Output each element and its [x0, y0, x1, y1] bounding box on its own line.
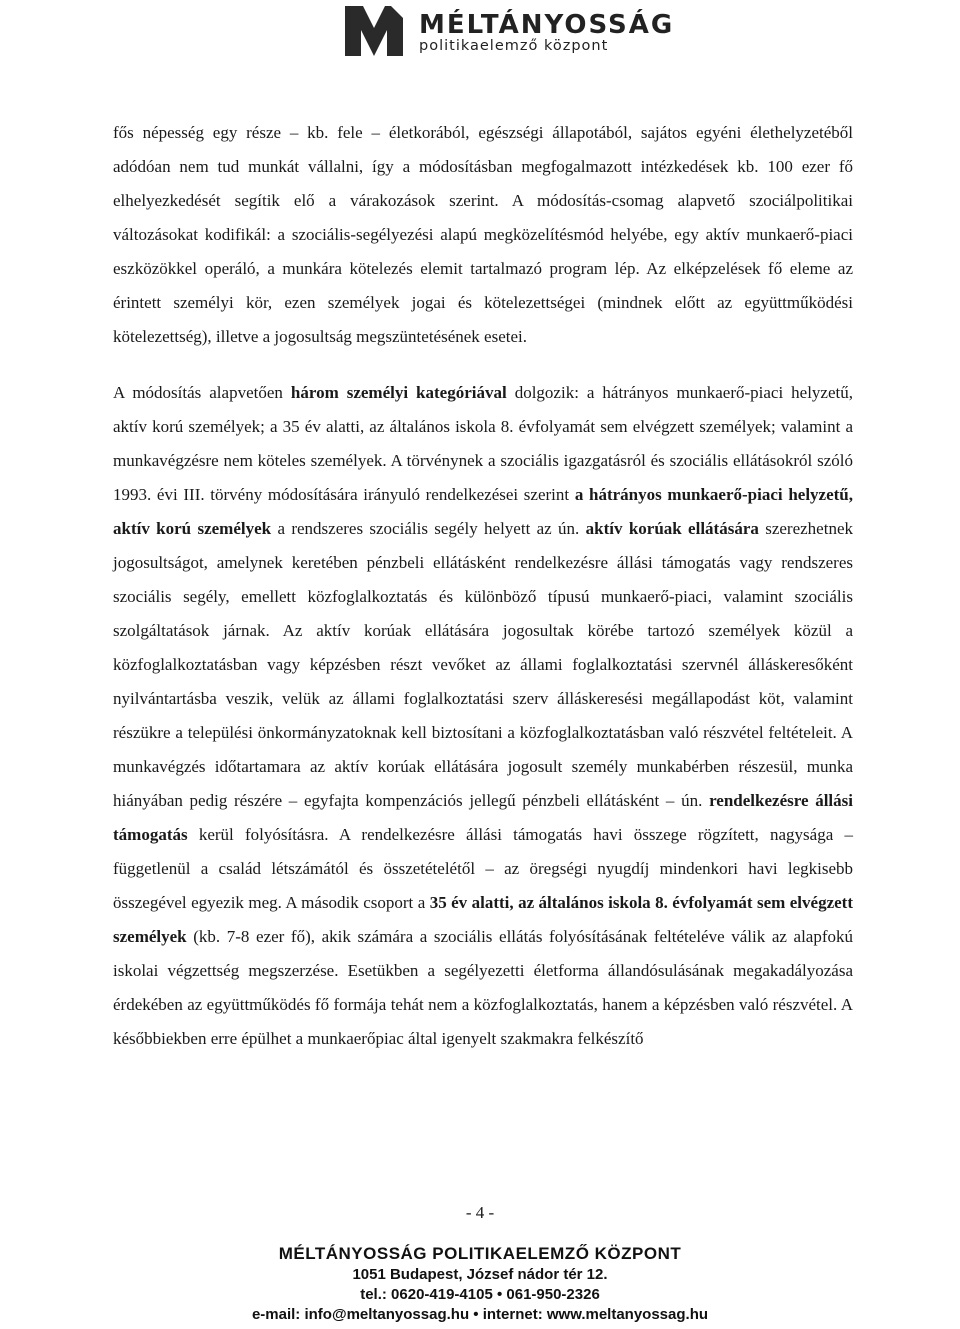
p2-text-2: dolgozik: a hátrányos munkaerő-piaci helyzetű, aktív korú személyek; a 35 év alatti, az általános iskola 8. évfolyamát sem elvégzett személyek; valamint a munkavégzésre nem köteles személyek. A törvénynek a szociális igazgatásról és szociális ellátásokról szóló 1993. évi III. törvény módosítására irányuló rendelkezései szerint	[113, 383, 853, 504]
p2-bold-3: aktív korúak ellátására	[585, 519, 759, 538]
p2-bold-5: 35 év alatti, az általános iskola 8. évfolyamát sem elvégzett személyek	[113, 893, 853, 946]
footer-title: MÉLTÁNYOSSÁG POLITIKAELEMZŐ KÖZPONT	[278, 1244, 682, 1263]
p2-text-3: a rendszeres szociális segély helyett az ún.	[271, 519, 586, 538]
paragraph-1-text: fős népesség egy része – kb. fele – életkorából, egészségi állapotából, sajátos egyéni élethelyzetéből adódóan nem tud munkát vállalni, így a módosításban megfogalmazott intézkedések kb. 100 ezer fő elhelyezkedését segítik elő a várakozások szerint. A módosítás-csomag alapvető szociálpolitikai változásokat kodifikál: a szociális-segélyezési alapú megközelítésmód helyébe, egy aktív munkaerő-piaci eszközökkel operáló, a munkára kötelezés elemit tartalmazó program lép. Az elképzelések fő eleme az érintett személyi kör, ezen személyek jogai és kötelezettségei (mindnek előtt az együttműködési kötelezettség), illetve a jogosultság megszüntetésének esetei.	[113, 123, 853, 346]
p2-bold-1: három személyi kategóriával	[290, 383, 507, 402]
footer-phone: tel.: 0620-419-4105 • 061-950-2326	[360, 1286, 600, 1303]
p2-text-6: (kb. 7-8 ezer fő), akik számára a szociális ellátás folyósításának feltételéve válik az alapfokú iskolai végzettség megszerzése. Esetükben a segélyezetti életforma állandósulásának megakadályozása érdekében az együttműködés fő formája tehát nem a közfoglalkoztatás, hanem a képzésben való részvétel. A későbbiekben erre épülhet a munkaerőpiac által igenyelt szakmakra felkészítő	[113, 927, 853, 1048]
header-logo	[345, 6, 695, 56]
page-number: - 4 -	[465, 1203, 495, 1222]
paragraph-2	[113, 376, 853, 1056]
p2-text-1: A módosítás alapvetően	[113, 383, 291, 402]
footer	[0, 1243, 960, 1325]
p2-text-5: kerül folyósításra. A rendelkezésre állási támogatás havi összege rögzített, nagysága – függetlenül a család létszámától és összetételétől – az öregségi nyugdíj mindenkori havi legkisebb összegével egyezik meg. A második csoport a	[113, 825, 853, 912]
footer-address: 1051 Budapest, József nádor tér 12.	[352, 1266, 608, 1283]
p2-bold-2: a hátrányos munkaerő-piaci helyzetű, aktív korú személyek	[113, 485, 853, 538]
logo-subtitle: politikaelemző központ	[419, 38, 609, 54]
logo-mark-icon	[345, 6, 403, 56]
p2-bold-4: rendelkezésre állási támogatás	[113, 791, 853, 844]
footer-contact: e-mail: info@meltanyossag.hu • internet: www.meltanyossag.hu	[251, 1306, 709, 1323]
paragraph-1	[113, 116, 853, 354]
document-body	[113, 116, 853, 1056]
logo-title: MÉLTÁNYOSSÁG	[419, 10, 675, 40]
p2-text-4: szerezhetnek jogosultságot, amelynek keretében pénzbeli ellátásként rendelkezésre állási támogatás vagy rendszeres szociális segély, emellett közfoglalkoztatás és különböző típusú munkaerő-piaci, valamint szociális szolgáltatások járnak. Az aktív korúak ellátására jogosultak körébe tartozó személyek közül a közfoglalkoztatásban vagy képzésben részt vevőket az állami foglalkoztatási szervnél álláskeresőként nyilvántartásba veszik, velük az állami foglalkoztatási szerv álláskeresési megállapodást köt, valamint részükre a települési önkormányzatoknak kell biztosítani a közfoglalkoztatásban való részvétel feltételeit. A munkavégzés időtartamara az aktív korúak ellátására jogosult személy munkabérben részesül, munka hiányában pedig részére – egyfajta kompenzációs jellegű pénzbeli ellátásként – ún.	[113, 519, 853, 810]
